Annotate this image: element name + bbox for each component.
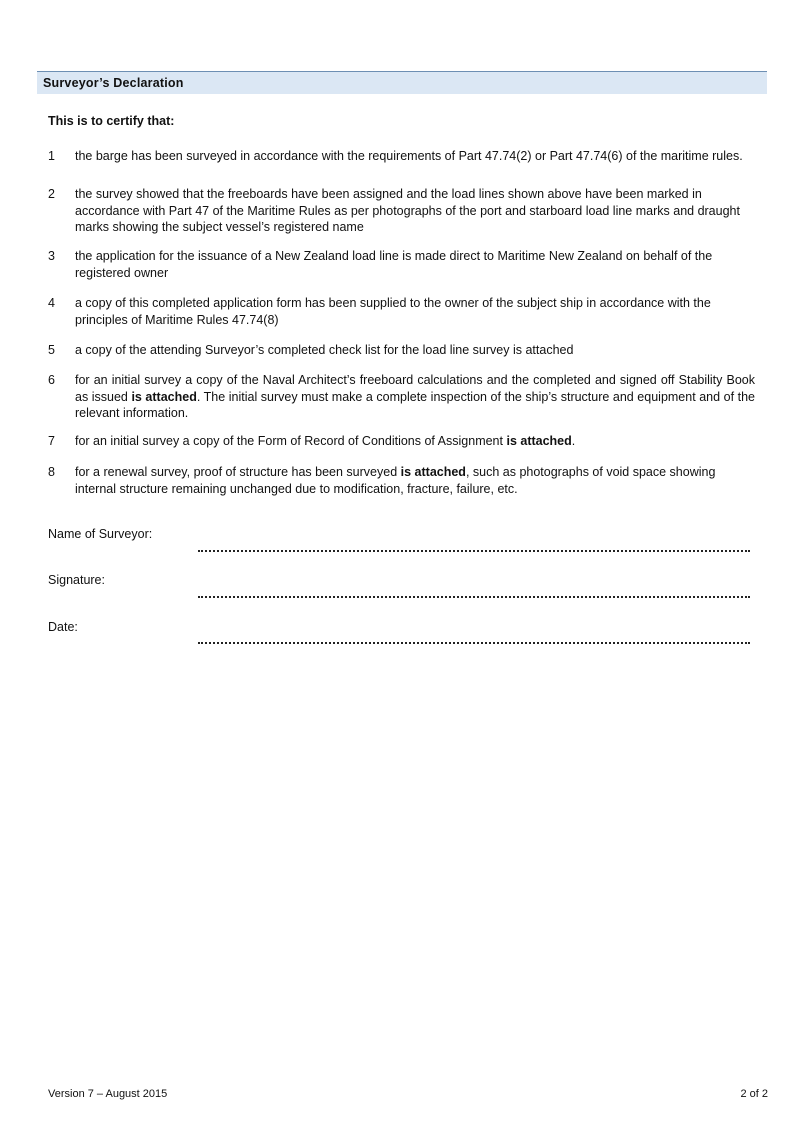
item-text-emphasis: is attached: [506, 434, 572, 448]
item-number: 2: [48, 187, 55, 201]
item-text-post: .: [571, 434, 576, 448]
item-text-pre: for a renewal survey, proof of structure has been surveyed: [75, 465, 401, 479]
item-text-pre: for an initial survey a copy of the Form of Record of Conditions of Assignment: [75, 434, 507, 448]
item-text-post: , such as photographs of void space showing internal structure remaining unchanged due to modification, fracture, failure, etc.: [75, 465, 716, 496]
item-text: the barge has been surveyed in accordance with the requirements of Part 47.74(2) or Part 47.74(6) of the maritime rules.: [75, 149, 743, 163]
item-number: 3: [48, 249, 55, 263]
signature-label: Signature:: [48, 573, 105, 587]
item-text: a copy of this completed application form has been supplied to the owner of the subject ship in accordance with the principles of Maritime Rules 47.74(8): [75, 296, 711, 327]
date-field[interactable]: [198, 640, 750, 644]
item-text: [75, 464, 755, 497]
surveyor-name-label: Name of Surveyor:: [48, 527, 153, 541]
item-number: 8: [48, 465, 55, 479]
footer-version: Version 7 – August 2015: [48, 1088, 168, 1100]
item-number: 5: [48, 343, 55, 357]
item-text-pre: for an initial survey a copy of the Naval Architect’s freeboard calculations and the completed and signed off Stability Book as issued: [75, 373, 755, 404]
date-label: Date:: [48, 620, 78, 634]
item-text: [75, 433, 755, 450]
item-text-post: . The initial survey must make a complete inspection of the ship’s structure and equipment and of the relevant information.: [75, 389, 755, 420]
item-number: 4: [48, 296, 55, 310]
item-text: [75, 372, 755, 422]
item-number: 6: [48, 373, 55, 387]
surveyor-name-field[interactable]: [198, 548, 750, 552]
section-header-bar: [37, 71, 767, 94]
section-title: Surveyor’s Declaration: [43, 76, 184, 90]
item-number: 7: [48, 434, 55, 448]
item-text: the survey showed that the freeboards have been assigned and the load lines shown above have been marked in accordance with Part 47 of the Maritime Rules as per photographs of the port and starboard load line marks and draught marks showing the subject vessel’s registered name: [75, 187, 740, 234]
item-text: a copy of the attending Surveyor’s completed check list for the load line survey is attached: [75, 343, 574, 357]
certify-intro: This is to certify that:: [48, 114, 175, 128]
signature-field[interactable]: [198, 594, 750, 598]
item-text: the application for the issuance of a New Zealand load line is made direct to Maritime New Zealand on behalf of the registered owner: [75, 249, 713, 280]
item-number: 1: [48, 149, 55, 163]
item-text-emphasis: is attached: [400, 465, 466, 479]
footer-page-number: 2 of 2: [740, 1088, 768, 1100]
item-text-emphasis: is attached: [131, 389, 197, 404]
